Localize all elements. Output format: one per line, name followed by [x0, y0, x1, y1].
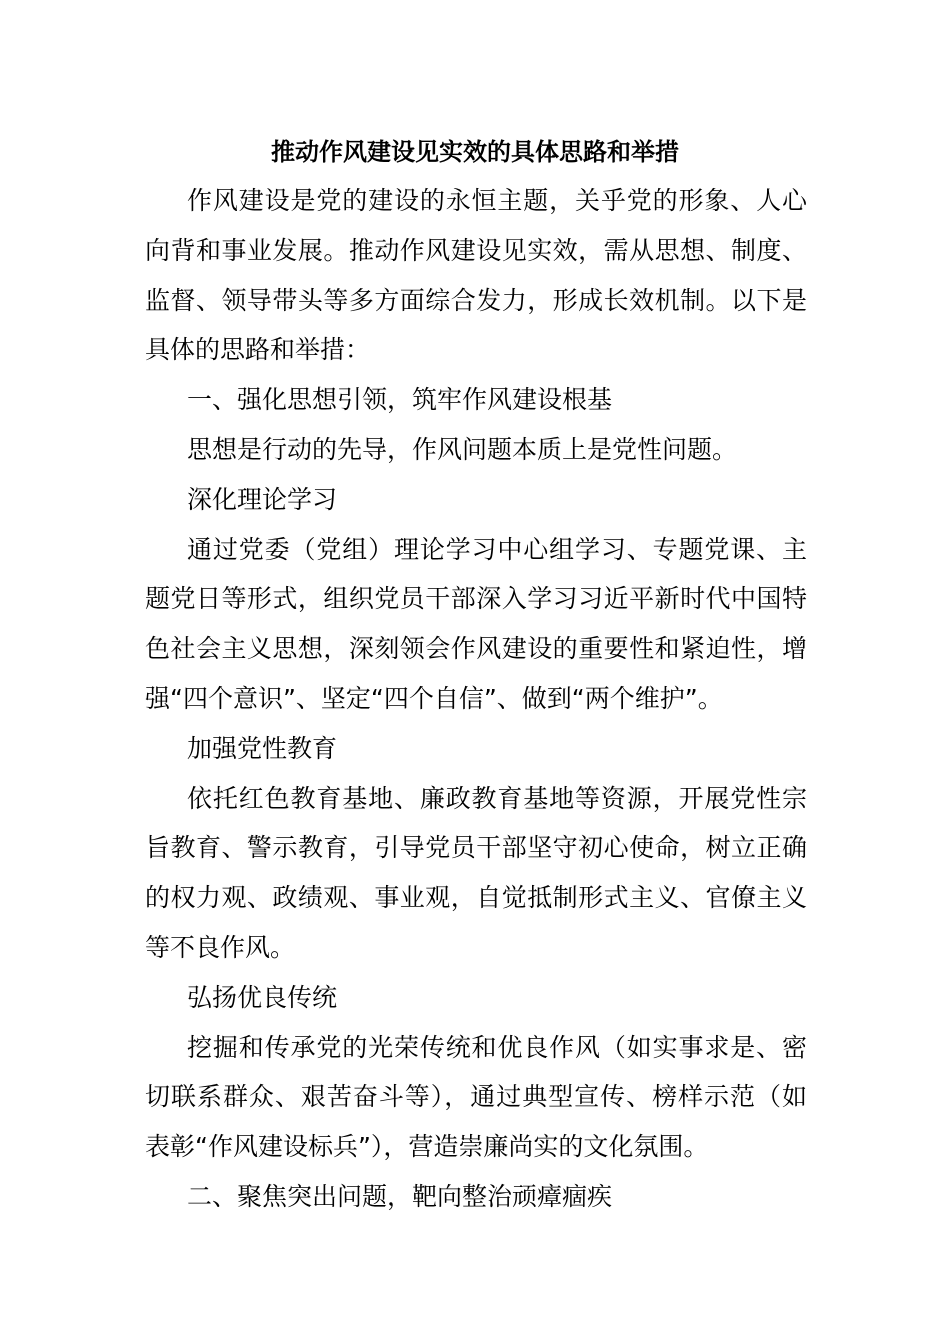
intro-paragraph: 作风建设是党的建设的永恒主题，关乎党的形象、人心向背和事业发展。推动作风建设见实效，需从思想、制度、监督、领导带头等多方面综合发力，形成长效机制。以下是具体的思路和举措：: [145, 186, 807, 365]
document-body: [145, 176, 807, 1222]
section-heading-1: 一、强化思想引领，筑牢作风建设根基: [187, 385, 613, 415]
subheading-fine-traditions: 弘扬优良传统: [187, 982, 338, 1012]
party-education-paragraph: 依托红色教育基地、廉政教育基地等资源，开展党性宗旨教育、警示教育，引导党员干部坚守初心使命，树立正确的权力观、政绩观、事业观，自觉抵制形式主义、官僚主义等不良作风。: [145, 783, 807, 962]
section-heading-2: 二、聚焦突出问题，靶向整治顽瘴痼疾: [187, 1181, 613, 1211]
subheading-theory-study: 深化理论学习: [187, 484, 338, 514]
subheading-party-education: 加强党性教育: [187, 733, 338, 763]
theory-study-paragraph: 通过党委（党组）理论学习中心组学习、专题党课、主题党日等形式，组织党员干部深入学习习近平新时代中国特色社会主义思想，深刻领会作风建设的重要性和紧迫性，增强“四个意识”、坚定“四个自信”、做到“两个维护”。: [145, 534, 807, 713]
fine-traditions-paragraph: 挖掘和传承党的光荣传统和优良作风（如实事求是、密切联系群众、艰苦奋斗等），通过典型宣传、榜样示范（如表彰“作风建设标兵”），营造崇廉尚实的文化氛围。: [145, 1032, 807, 1162]
document-title: 推动作风建设见实效的具体思路和举措: [271, 138, 679, 166]
section-1-intro-paragraph: 思想是行动的先导，作风问题本质上是党性问题。: [187, 434, 738, 464]
